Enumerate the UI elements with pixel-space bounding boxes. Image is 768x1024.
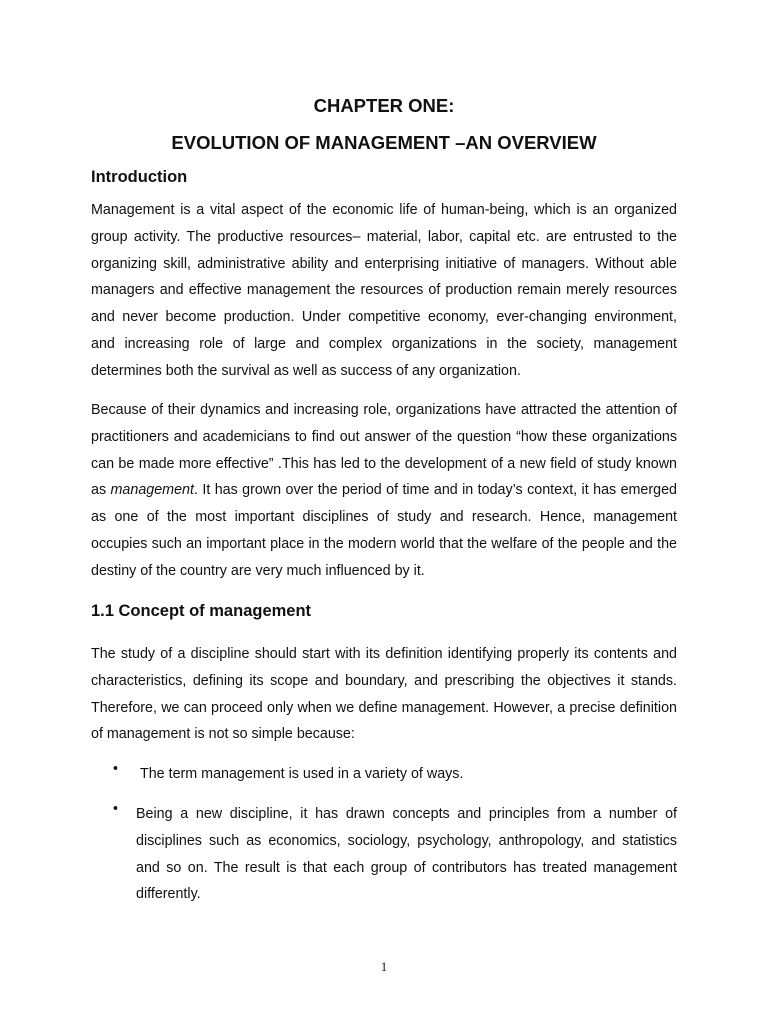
bullet-item-1: The term management is used in a variety of ways.: [140, 766, 464, 782]
section-heading-introduction: Introduction: [91, 168, 188, 186]
concept-paragraph: The study of a discipline should start with its definition identifying properly its contents and characteristics, defining its scope and boundary, and prescribing the objectives it stands. Therefore, we can proceed only when we define management. However, a precise definition of management is not so simple because:: [91, 646, 677, 743]
introduction-paragraph-1: Management is a vital aspect of the economic life of human-being, which is an organized group activity. The productive resources– material, labor, capital etc. are entrusted to the organizing skill, administrative ability and enterprising initiative of managers. Without able managers and effective management the resources of production remain merely resources and never become production. Under competitive economy, ever-changing environment, and increasing role of large and complex organizations in the society, management determines both the survival as well as success of any organization.: [91, 202, 677, 379]
bullet-marker: •: [113, 801, 119, 817]
chapter-number: CHAPTER ONE:: [313, 95, 455, 116]
introduction-paragraph-2: [91, 397, 677, 585]
paragraph-2-text-a: Because of their dynamics and increasing role, organizations have attracted the attention of practitioners and academicians to find out answer of the question “how these organizations can be made more effective” .This has led to the development of a new field of study known as: [91, 402, 677, 499]
section-heading-concept: 1.1 Concept of management: [91, 602, 312, 620]
chapter-title: EVOLUTION OF MANAGEMENT –AN OVERVIEW: [171, 132, 597, 153]
paragraph-2-text-b: . It has grown over the period of time and in today’s context, it has emerged as one of the most important disciplines of study and research. Hence, management occupies such an important place in the modern world that the welfare of the people and the destiny of the country are very much influenced by it.: [91, 482, 677, 579]
page-number: 1: [380, 960, 388, 974]
paragraph-2-emphasis: management: [110, 482, 194, 499]
bullet-item-2: Being a new discipline, it has drawn concepts and principles from a number of disciplines such as economics, sociology, psychology, anthropology, and statistics and so on. The result is that each group of contributors has treated management differently.: [136, 806, 677, 903]
bullet-marker: •: [113, 761, 119, 777]
